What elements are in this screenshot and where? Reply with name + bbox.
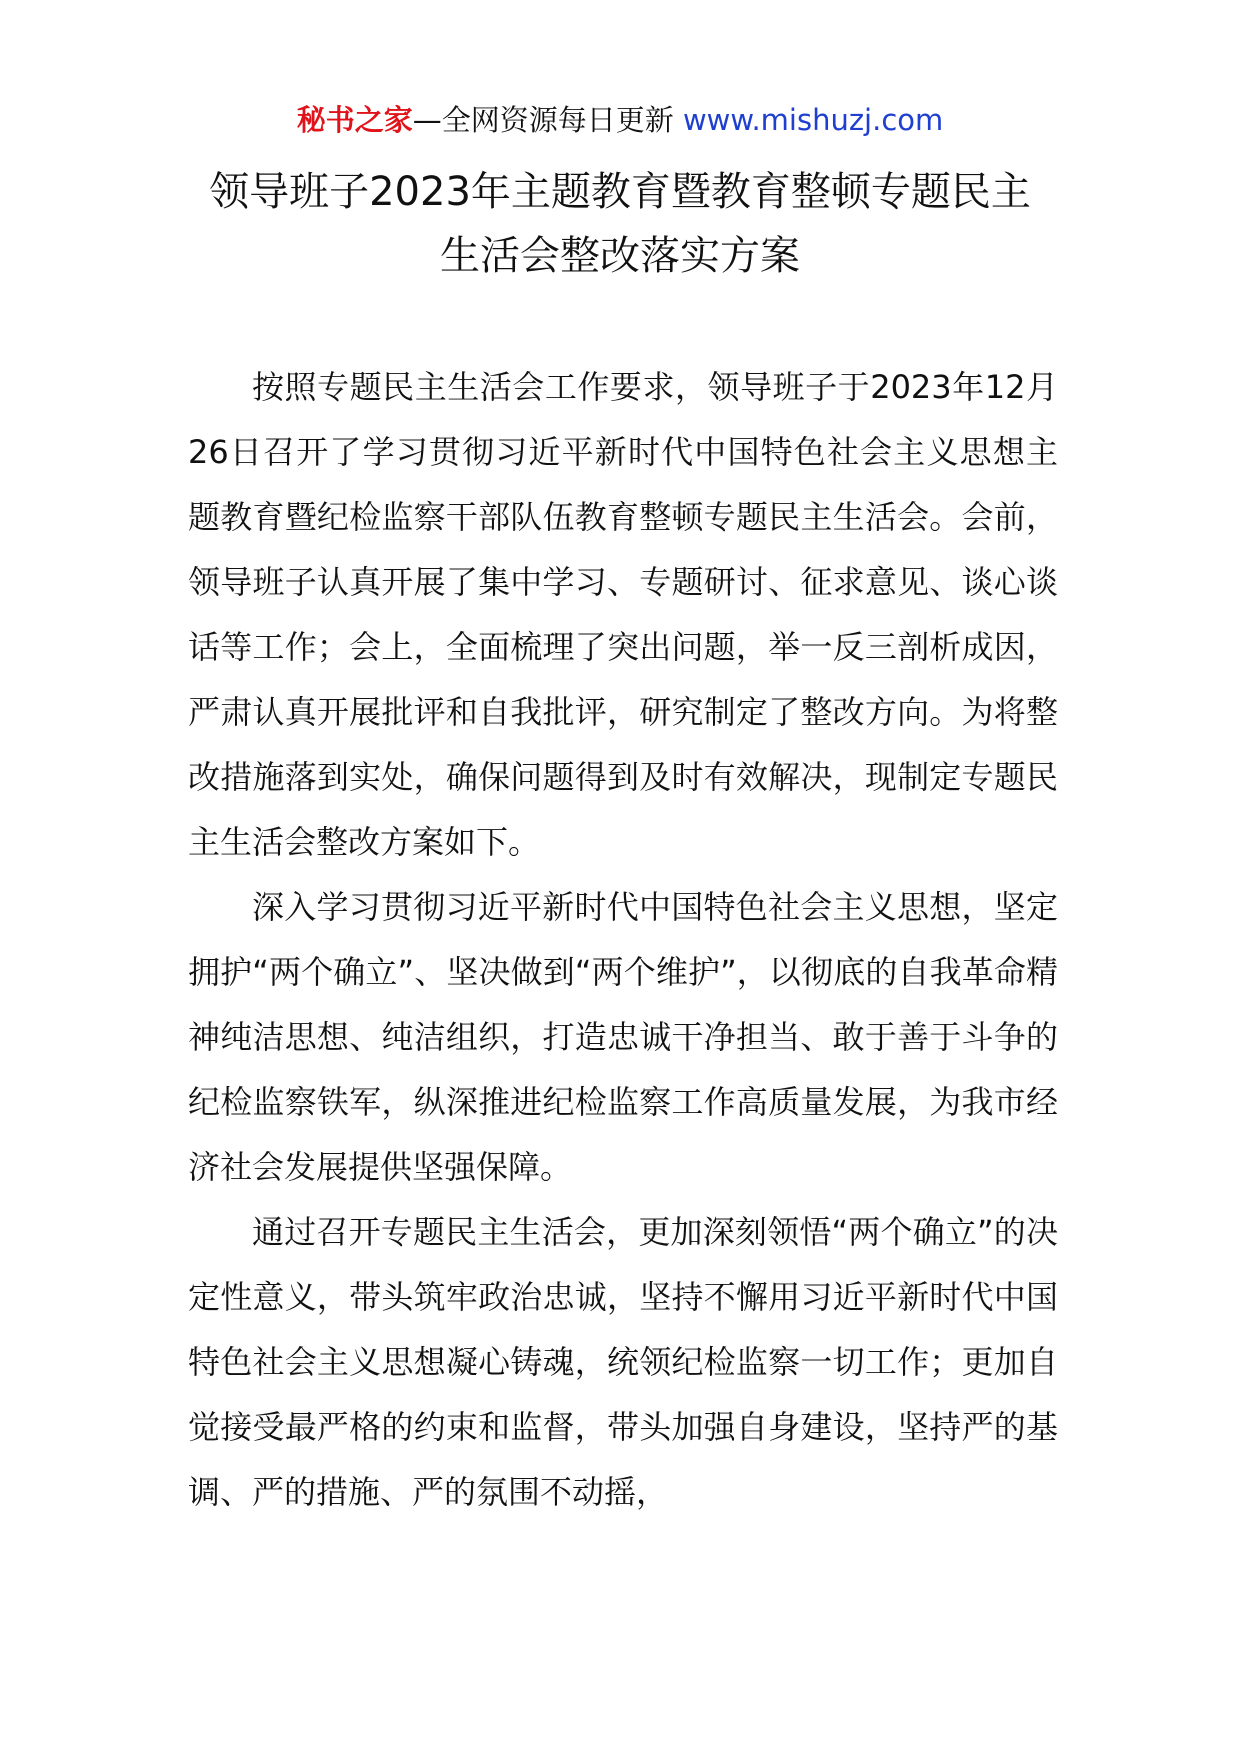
site-header [0, 100, 1240, 140]
paragraph-intro: 按照专题民主生活会工作要求，领导班子于2023年12月26日召开了学习贯彻习近平新时代中国特色社会主义思想主题教育暨纪检监察干部队伍教育整顿专题民主生活会。会前，领导班子认真开展了集中学习、专题研讨、征求意见、谈心谈话等工作；会上，全面梳理了突出问题，举一反三剖析成因，严肃认真开展批评和自我批评，研究制定了整改方向。为将整改措施落到实处，确保问题得到及时有效解决，现制定专题民主生活会整改方案如下。 [188, 368, 1058, 861]
site-name: 秘书之家 [296, 103, 413, 137]
site-slogan: —全网资源每日更新 [412, 103, 683, 137]
paragraph-goal: 深入学习贯彻习近平新时代中国特色社会主义思想，坚定拥护“两个确立”、坚决做到“两个维护”，以彻底的自我革命精神纯洁思想、纯洁组织，打造忠诚干净担当、敢于善于斗争的纪检监察铁军，纵深推进纪检监察工作高质量发展，为我市经济社会发展提供坚强保障。 [188, 888, 1058, 1186]
paragraph-target: 通过召开专题民主生活会，更加深刻领悟“两个确立”的决定性意义，带头筑牢政治忠诚，坚持不懈用习近平新时代中国特色社会主义思想凝心铸魂，统领纪检监察一切工作；更加自觉接受最严格的约束和监督，带头加强自身建设，坚持严的基调、严的措施、严的氛围不动摇， [188, 1213, 1058, 1511]
title-line-1: 领导班子2023年主题教育暨教育整顿专题民主 [209, 169, 1031, 215]
title-line-2: 生活会整改落实方案 [440, 233, 800, 279]
document-title [150, 160, 1090, 288]
document-body [188, 355, 1058, 1525]
site-url-link[interactable]: www.mishuzj.com [682, 103, 944, 137]
